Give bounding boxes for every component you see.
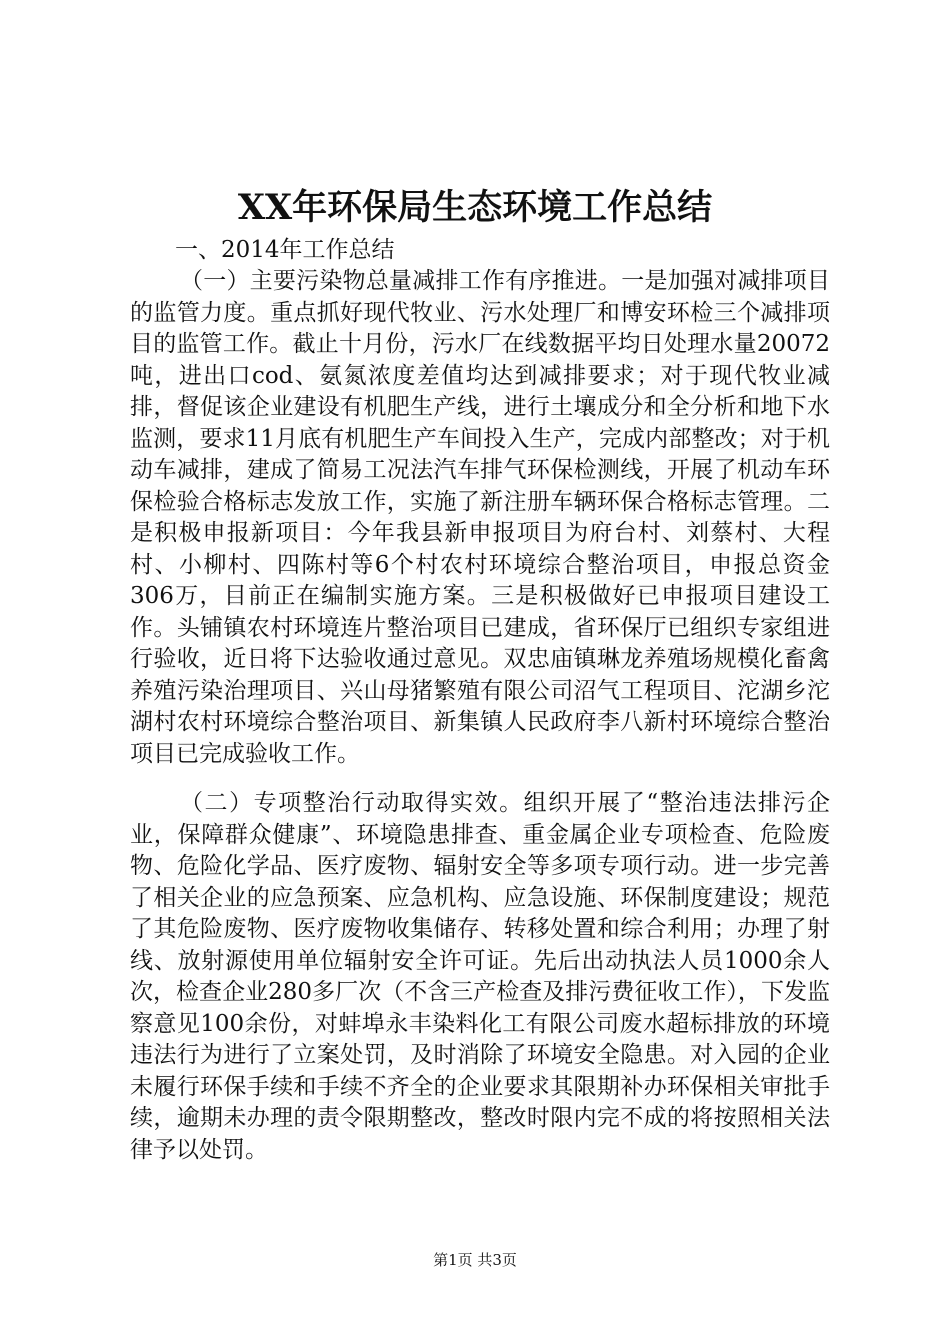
page-footer: 第1页 共3页 — [433, 1251, 517, 1269]
paragraph-1: （一）主要污染物总量减排工作有序推进。一是加强对减排项目的监管力度。重点抓好现代牧业、污水处理厂和博安环检三个减排项目的监管工作。截止十月份，污水厂在线数据平均日处理水量20072吨，进出口cod、氨氮浓度差值均达到减排要求；对于现代牧业减排，督促该企业建设有机肥生产线，进行土壤成分和全分析和地下水监测，要求11月底有机肥生产车间投入生产，完成内部整改；对于机动车减排，建成了简易工况法汽车排气环保检测线，开展了机动车环保检验合格标志发放工作，实施了新注册车辆环保合格标志管理。二是积极申报新项目：今年我县新申报项目为府台村、刘蔡村、大程村、小柳村、四陈村等6个村农村环境综合整治项目，申报总资金306万，目前正在编制实施方案。三是积极做好已申报项目建设工作。头铺镇农村环境连片整治项目已建成，省环保厅已组织专家组进行验收，近日将下达验收通过意见。双忠庙镇琳龙养殖场规模化畜禽养殖污染治理项目、兴山母猪繁殖有限公司沼气工程项目、沱湖乡沱湖村农村环境综合整治项目、新集镇人民政府李八新村环境综合整治项目已完成验收工作。 — [130, 268, 830, 767]
paragraph-2: （二）专项整治行动取得实效。组织开展了“整治违法排污企业，保障群众健康”、环境隐患排查、重金属企业专项检查、危险废物、危险化学品、医疗废物、辐射安全等多项专项行动。进一步完善了相关企业的应急预案、应急机构、应急设施、环保制度建设；规范了其危险废物、医疗废物收集储存、转移处置和综合利用；办理了射线、放射源使用单位辐射安全许可证。先后出动执法人员1000余人次，检查企业280多厂次（不含三产检查及排污费征收工作），下发监察意见100余份，对蚌埠永丰染料化工有限公司废水超标排放的环境违法行为进行了立案处罚，及时消除了环境安全隐患。对入园的企业未履行环保手续和手续不齐全的企业要求其限期补办环保相关审批手续，逾期未办理的责令限期整改，整改时限内完不成的将按照相关法律予以处罚。 — [130, 790, 830, 1163]
page-title: XX年环保局生态环境工作总结 — [237, 187, 713, 228]
section-heading: 一、2014年工作总结 — [175, 237, 395, 263]
